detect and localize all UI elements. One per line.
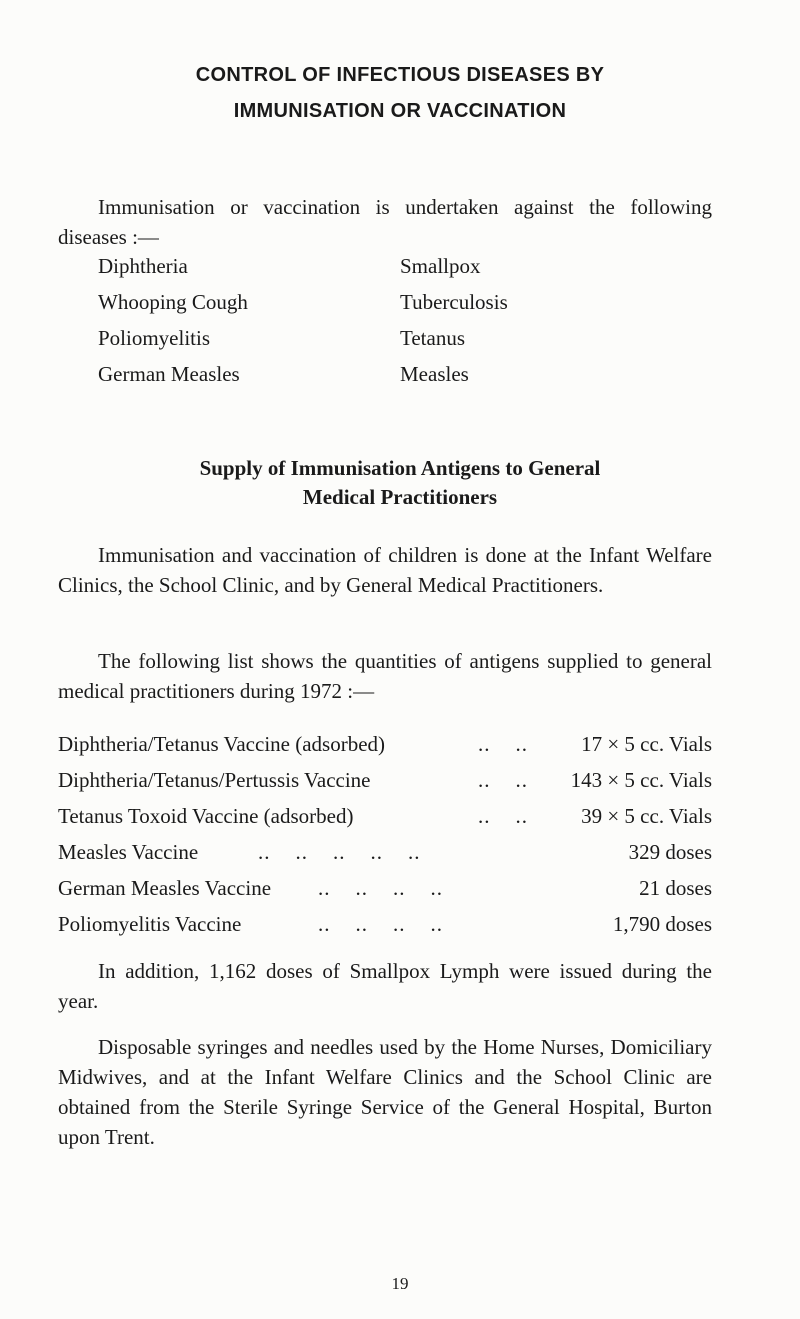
disease-german-measles: German Measles (98, 362, 240, 386)
disease-tuberculosis: Tuberculosis (400, 290, 508, 314)
disease-poliomyelitis: Poliomyelitis (98, 326, 211, 350)
leader-dots: .. .. (478, 732, 528, 756)
disease-measles: Measles (400, 362, 469, 386)
antigen-name: Diphtheria/Tetanus Vaccine (adsorbed) (58, 732, 386, 756)
antigen-quantity: 17 × 5 cc. Vials (581, 732, 712, 756)
supply-paragraph-3: In addition, 1,162 doses of Smallpox Lymph were issued during the year. (58, 959, 712, 1013)
antigen-quantity: 39 × 5 cc. Vials (581, 804, 712, 828)
antigen-row (58, 840, 712, 870)
antigen-quantity: 1,790 doses (612, 912, 712, 936)
disease-diphtheria: Diphtheria (98, 254, 188, 278)
heading-line-1: CONTROL OF INFECTIOUS DISEASES BY (195, 64, 605, 86)
antigen-quantity: 21 doses (639, 876, 712, 900)
antigen-row (58, 732, 712, 762)
disease-smallpox: Smallpox (400, 254, 481, 278)
leader-dots: .. .. (478, 768, 528, 792)
leader-dots: .. .. .. .. (318, 912, 443, 936)
antigen-name: Diphtheria/Tetanus/Pertussis Vaccine (58, 768, 371, 792)
intro-paragraph: Immunisation or vaccination is undertaken against the following diseases :— (58, 195, 712, 249)
supply-title-line-2: Medical Practitioners (302, 485, 498, 509)
antigen-name: German Measles Vaccine (58, 876, 272, 900)
antigen-row (58, 912, 712, 942)
antigen-name: Poliomyelitis Vaccine (58, 912, 242, 936)
heading-line-2: IMMUNISATION OR VACCINATION (233, 100, 567, 122)
page-number: 19 (391, 1274, 409, 1293)
antigen-name: Measles Vaccine (58, 840, 199, 864)
antigen-name: Tetanus Toxoid Vaccine (adsorbed) (58, 804, 354, 828)
supply-paragraph-2: The following list shows the quantities of antigens supplied to general medical practitioners during 1972 :— (58, 649, 712, 703)
supply-title-line-1: Supply of Immunisation Antigens to General (199, 456, 601, 480)
leader-dots: .. .. (478, 804, 528, 828)
antigen-quantity: 329 doses (628, 840, 712, 864)
disease-whooping-cough: Whooping Cough (98, 290, 248, 314)
supply-paragraph-4: Disposable syringes and needles used by the Home Nurses, Domiciliary Midwives, and at the Infant Welfare Clinics and the School Clinic are obtained from the Sterile Syringe Service of the General Hospital, Burton upon Trent. (58, 1035, 712, 1149)
antigen-row (58, 804, 712, 834)
leader-dots: .. .. .. .. (318, 876, 443, 900)
disease-tetanus: Tetanus (400, 326, 466, 350)
antigen-row (58, 768, 712, 798)
antigen-row (58, 876, 712, 906)
antigen-quantity: 143 × 5 cc. Vials (570, 768, 712, 792)
supply-paragraph-1: Immunisation and vaccination of children is done at the Infant Welfare Clinics, the School Clinic, and by General Medical Practitioners. (58, 543, 712, 597)
leader-dots: .. .. .. .. .. (258, 840, 421, 864)
